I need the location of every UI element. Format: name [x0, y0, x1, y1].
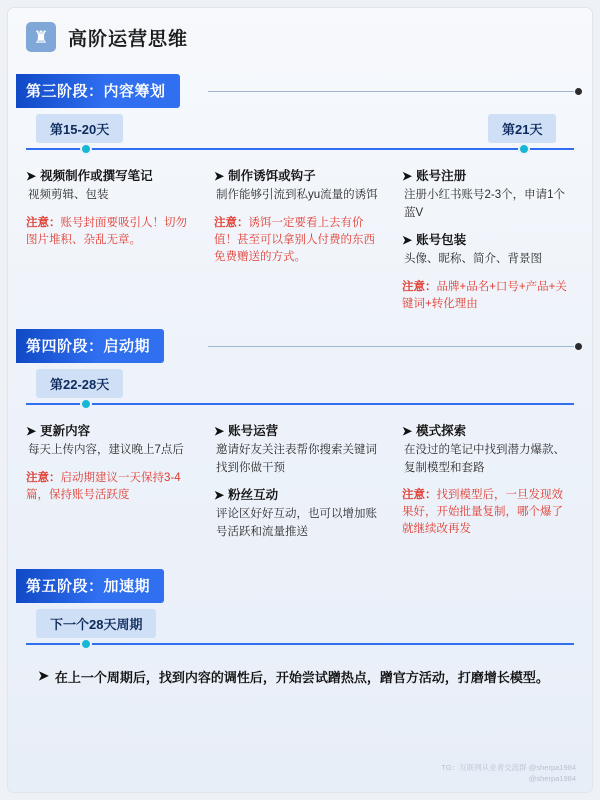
arrow-icon: ➤: [214, 487, 225, 502]
note-text: 品牌+品名+口号+产品+关键词+转化理由: [402, 280, 567, 310]
column: [402, 168, 574, 313]
item-title: 账号包装: [416, 232, 467, 247]
item-body: 每天上传内容，建议晚上7点后: [28, 444, 184, 457]
day-chip: 下一个28天周期: [36, 609, 156, 638]
stage-5-final: [8, 657, 592, 689]
column: [26, 168, 198, 313]
note-text: 找到模型后，一旦发现效果好，开始批量复制，哪个爆了 就继续改再发: [402, 488, 563, 536]
timeline-rule: [26, 148, 574, 150]
item-title-row: [214, 487, 386, 504]
item-title: 账号运营: [228, 424, 279, 439]
list-item: [214, 168, 386, 205]
stage-title-4: 第四阶段：启动期: [16, 329, 164, 363]
list-item: [214, 423, 386, 477]
note: [402, 279, 574, 314]
note: [214, 215, 386, 267]
stage-line: [208, 346, 574, 347]
watermark-line-2: @sherpa1984: [528, 773, 576, 783]
item-body: 制作能够引流到私yu流量的诱饵: [216, 189, 378, 202]
stage-title-5: 第五阶段：加速期: [16, 569, 164, 603]
arrow-icon: ➤: [402, 169, 413, 183]
day-row-4: [8, 369, 592, 417]
arrow-icon: ➤: [214, 169, 225, 183]
note-label: 注意：: [402, 488, 437, 501]
item-body: 视频剪辑、包装: [28, 189, 109, 202]
day-chip: 第22-28天: [36, 369, 123, 398]
stage-end-dot: [575, 343, 582, 350]
final-item: [38, 667, 574, 689]
stage-banner-row-5: [8, 569, 592, 603]
note-text: 诱饵一定要看上去有价值！甚至可以拿别人付费的东西免费赠送的方式。: [214, 216, 375, 264]
note-text: 启动期建议一天保持3-4篇，保持账号活跃度: [26, 471, 181, 501]
note-label: 注意：: [214, 216, 249, 229]
stage-line: [208, 91, 574, 92]
note: [26, 215, 198, 250]
note-label: 注意：: [402, 280, 437, 293]
chess-rook-icon: ♜: [26, 22, 56, 52]
item-title: 更新内容: [40, 424, 91, 439]
timeline-rule: [26, 643, 574, 645]
note: [26, 470, 198, 505]
stage-4-columns: [8, 417, 592, 551]
item-title-row: [214, 423, 386, 440]
timeline-rule: [26, 403, 574, 405]
list-item: [402, 423, 574, 477]
item-title-row: [214, 168, 386, 185]
timeline-node: [80, 398, 92, 410]
item-title: 视频制作或撰写笔记: [40, 169, 153, 183]
day-chip: 第15-20天: [36, 114, 123, 143]
list-item: [402, 168, 574, 222]
page-title: 高阶运营思维: [68, 28, 189, 50]
arrow-icon: ➤: [26, 169, 37, 183]
item-title: 粉丝互动: [228, 487, 279, 502]
item-title: 账号注册: [416, 169, 467, 183]
list-item: [26, 168, 198, 205]
day-chip: 第21天: [488, 114, 556, 143]
item-body: 邀请好友关注表帮你搜索关键词找到你做干预: [216, 444, 377, 474]
item-title: 模式探索: [416, 424, 467, 439]
list-item: [402, 232, 574, 269]
note: [402, 487, 574, 539]
arrow-icon: ➤: [214, 424, 225, 439]
item-title: 制作诱饵或钩子: [228, 169, 316, 183]
page-header: [8, 8, 592, 62]
item-title-row: [402, 423, 574, 440]
poster-page: [8, 8, 592, 792]
timeline-node: [80, 638, 92, 650]
item-title-row: [402, 232, 574, 249]
column: [26, 423, 198, 551]
column: [214, 168, 386, 313]
arrow-icon: ➤: [38, 667, 49, 683]
timeline-node: [518, 143, 530, 155]
arrow-icon: ➤: [402, 424, 413, 439]
item-title-row: [26, 168, 198, 185]
watermark: [441, 762, 576, 785]
list-item: [26, 423, 198, 460]
stage-banner-row-4: [8, 329, 592, 363]
day-row-5: [8, 609, 592, 657]
item-body: 头像、昵称、简介、背景图: [404, 253, 542, 266]
list-item: [214, 487, 386, 541]
note-label: 注意：: [26, 471, 61, 484]
item-body: 评论区好好互动，也可以增加账号活跃和流量推送: [216, 508, 377, 538]
column: [214, 423, 386, 551]
stage-title-3: 第三阶段：内容筹划: [16, 74, 180, 108]
item-title-row: [26, 423, 198, 440]
arrow-icon: ➤: [26, 424, 37, 439]
item-body: 注册小红书账号2-3个，申请1个蓝V: [404, 189, 566, 219]
arrow-icon: ➤: [402, 232, 413, 247]
day-row-3: [8, 114, 592, 162]
stage-3-columns: [8, 162, 592, 313]
stage-end-dot: [575, 88, 582, 95]
final-text: 在上一个周期后，找到内容的调性后，开始尝试蹭热点，蹭官方活动，打磨增长模型。: [54, 669, 549, 685]
note-label: 注意：: [26, 216, 61, 229]
item-body: 在没过的笔记中找到潜力爆款、复制模型和套路: [404, 444, 565, 474]
timeline-node: [80, 143, 92, 155]
item-title-row: [402, 168, 574, 185]
stage-banner-row-3: [8, 74, 592, 108]
column: [402, 423, 574, 551]
note-text: 账号封面要吸引人！切勿图片堆积、杂乱无章。: [26, 216, 187, 246]
watermark-line-1: TG：互联网从业者交流群 @sherpa1984: [441, 762, 576, 772]
